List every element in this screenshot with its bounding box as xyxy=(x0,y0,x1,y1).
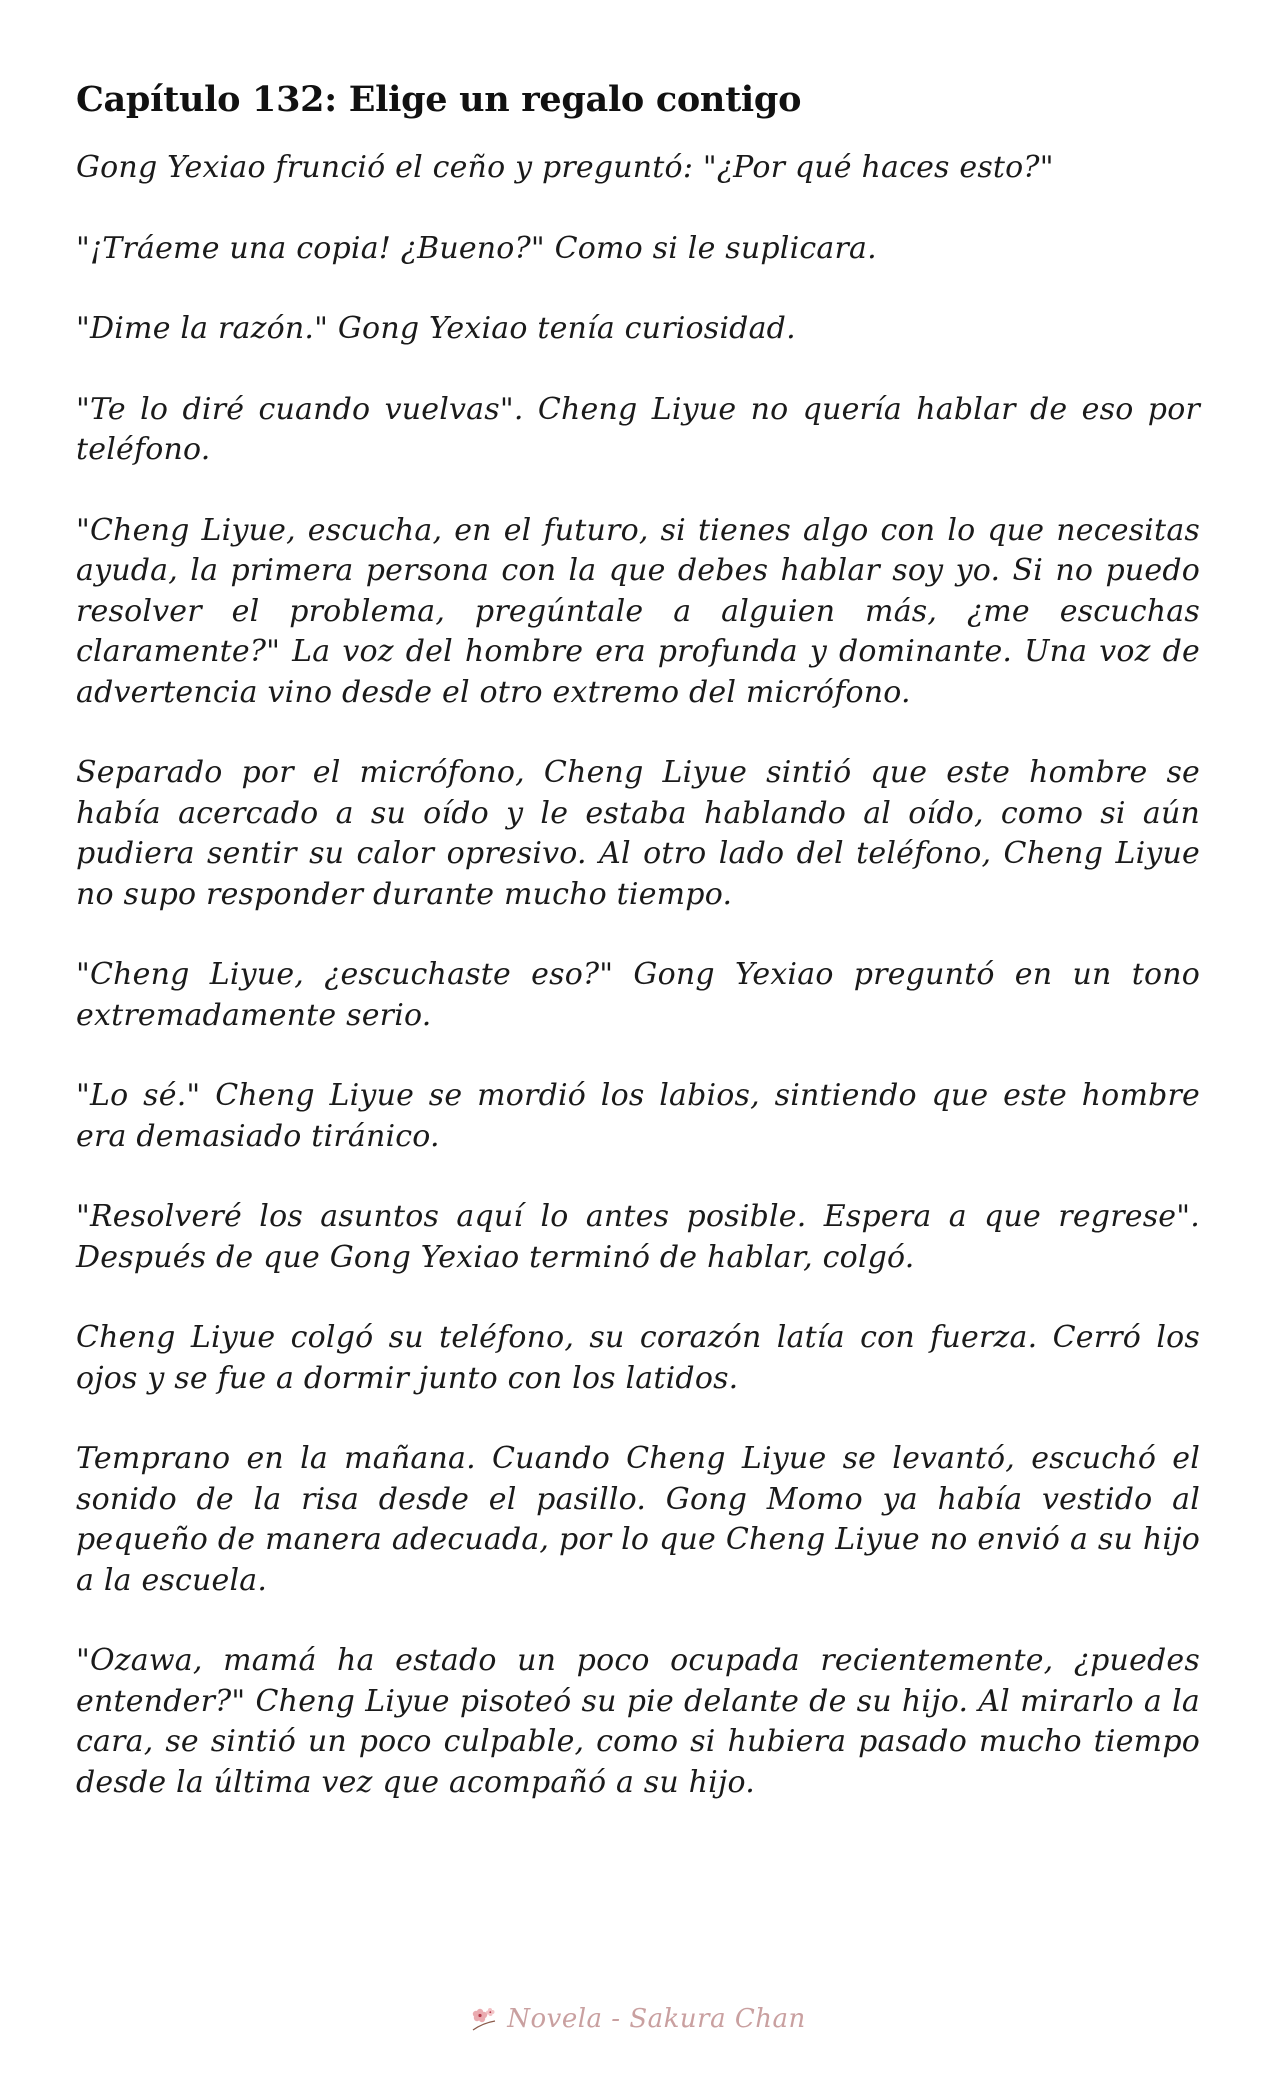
paragraph-4: "Te lo diré cuando vuelvas". Cheng Liyue no quería hablar de eso por teléfono. xyxy=(76,391,1200,467)
paragraph-1: Gong Yexiao frunció el ceño y preguntó: "¿Por qué haces esto?" xyxy=(76,150,1054,185)
paragraph-12: "Ozawa, mamá ha estado un poco ocupada recientemente, ¿puedes entender?" Cheng Liyue pisoteó su pie delante de su hijo. Al mirarlo a la cara, se sintió un poco culpable, como si hubiera pasado mucho tiempo desde la última vez que acompañó a su hijo. xyxy=(76,1643,1200,1800)
paragraph-5: "Cheng Liyue, escucha, en el futuro, si tienes algo con lo que necesitas ayuda, la primera persona con la que debes hablar soy yo. Si no puedo resolver el problema, pregúntale a alguien más, ¿me escuchas claramente?" La voz del hombre era profunda y dominante. Una voz de advertencia vino desde el otro extremo del micrófono. xyxy=(76,512,1200,710)
paragraph-10: Cheng Liyue colgó su teléfono, su corazón latía con fuerza. Cerró los ojos y se fue a dormir junto con los latidos. xyxy=(76,1320,1200,1396)
document-page xyxy=(76,70,1200,1843)
paragraph-3: "Dime la razón." Gong Yexiao tenía curiosidad. xyxy=(76,311,796,346)
paragraph-11: Temprano en la mañana. Cuando Cheng Liyue se levantó, escuchó el sonido de la risa desde el pasillo. Gong Momo ya había vestido al pequeño de manera adecuada, por lo que Cheng Liyue no envió a su hijo a la escuela. xyxy=(76,1441,1200,1598)
paragraph-2: "¡Tráeme una copia! ¿Bueno?" Como si le suplicara. xyxy=(76,230,877,266)
watermark xyxy=(0,1994,1275,2044)
watermark-text: Novela - Sakura Chan xyxy=(507,2004,806,2034)
paragraph-8: "Lo sé." Cheng Liyue se mordió los labios, sintiendo que este hombre era demasiado tiránico. xyxy=(76,1078,1200,1154)
paragraph-7: "Cheng Liyue, ¿escuchaste eso?" Gong Yexiao preguntó en un tono extremadamente serio. xyxy=(76,957,1200,1033)
paragraph-9: "Resolveré los asuntos aquí lo antes posible. Espera a que regrese". Después de que Gong Yexiao terminó de hablar, colgó. xyxy=(76,1199,1200,1275)
sakura-flower-icon xyxy=(469,2004,499,2034)
paragraph-6: Separado por el micrófono, Cheng Liyue sintió que este hombre se había acercado a su oído y le estaba hablando al oído, como si aún pudiera sentir su calor opresivo. Al otro lado del teléfono, Cheng Liyue no supo responder durante mucho tiempo. xyxy=(76,755,1200,912)
chapter-title: Capítulo 132: Elige un regalo contigo xyxy=(76,79,802,120)
